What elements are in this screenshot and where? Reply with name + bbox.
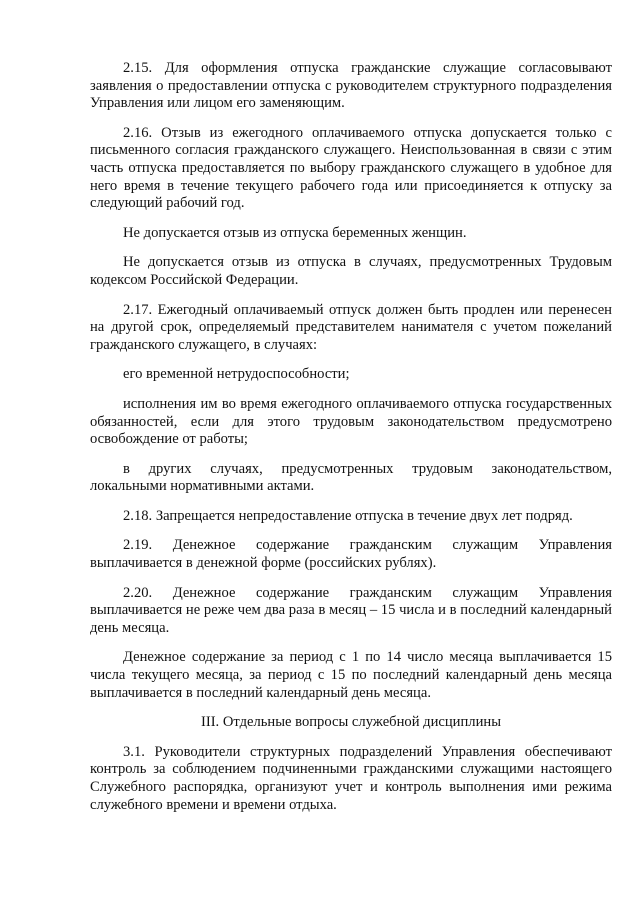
- section-heading-3: III. Отдельные вопросы служебной дисциплины: [200, 714, 502, 731]
- paragraph-2-17: 2.17. Ежегодный оплачиваемый отпуск должен быть продлен или перенесен на другой срок, определяемый представителем нанимателя с учетом пожеланий гражданского служащего, в случаях:: [90, 301, 612, 353]
- paragraph-2-19: 2.19. Денежное содержание гражданским служащим Управления выплачивается в денежной форме (российских рублях).: [90, 537, 612, 572]
- paragraph-case-state-duties: исполнения им во время ежегодного оплачиваемого отпуска государственных обязанностей, если для этого трудовым законодательством предусмотрено освобождение от работы;: [90, 395, 612, 448]
- paragraph-2-18: 2.18. Запрещается непредоставление отпуска в течение двух лет подряд.: [123, 507, 573, 524]
- paragraph-3-1: 3.1. Руководители структурных подразделений Управления обеспечивают контроль за соблюдением подчиненными гражданскими служащими настоящего Служебного распорядка, организуют учет и контроль выполнения ими режима служебного времени и времени отдыха.: [90, 743, 612, 813]
- paragraph-case-other: в других случаях, предусмотренных трудовым законодательством, локальными нормативными актами.: [90, 460, 612, 495]
- paragraph-no-recall-labor-code: Не допускается отзыв из отпуска в случаях, предусмотренных Трудовым кодексом Российской Федерации.: [90, 254, 612, 288]
- paragraph-2-15: 2.15. Для оформления отпуска гражданские служащие согласовывают заявления о предоставлении отпуска с руководителем структурного подразделения Управления или лицом его заменяющим.: [90, 60, 612, 112]
- paragraph-salary-periods: Денежное содержание за период с 1 по 14 число месяца выплачивается 15 числа текущего месяца, за период с 15 по последний календарный день месяца выплачивается в последний календарный день месяца.: [90, 649, 612, 701]
- paragraph-no-recall-pregnant: Не допускается отзыв из отпуска беременных женщин.: [123, 224, 467, 241]
- paragraph-2-20: 2.20. Денежное содержание гражданским служащим Управления выплачивается не реже чем два раза в месяц – 15 числа и в последний календарный день месяца.: [90, 584, 612, 636]
- paragraph-2-16: 2.16. Отзыв из ежегодного оплачиваемого отпуска допускается только с письменного согласия гражданского служащего. Неиспользованная в связи с этим часть отпуска предоставляется по выбору гражданского служащего в удобное для него время в течение текущего рабочего года или присоединяется к отпуску за следующий рабочий год.: [90, 124, 612, 212]
- document-body: [90, 60, 612, 826]
- paragraph-case-disability: его временной нетрудоспособности;: [123, 366, 350, 383]
